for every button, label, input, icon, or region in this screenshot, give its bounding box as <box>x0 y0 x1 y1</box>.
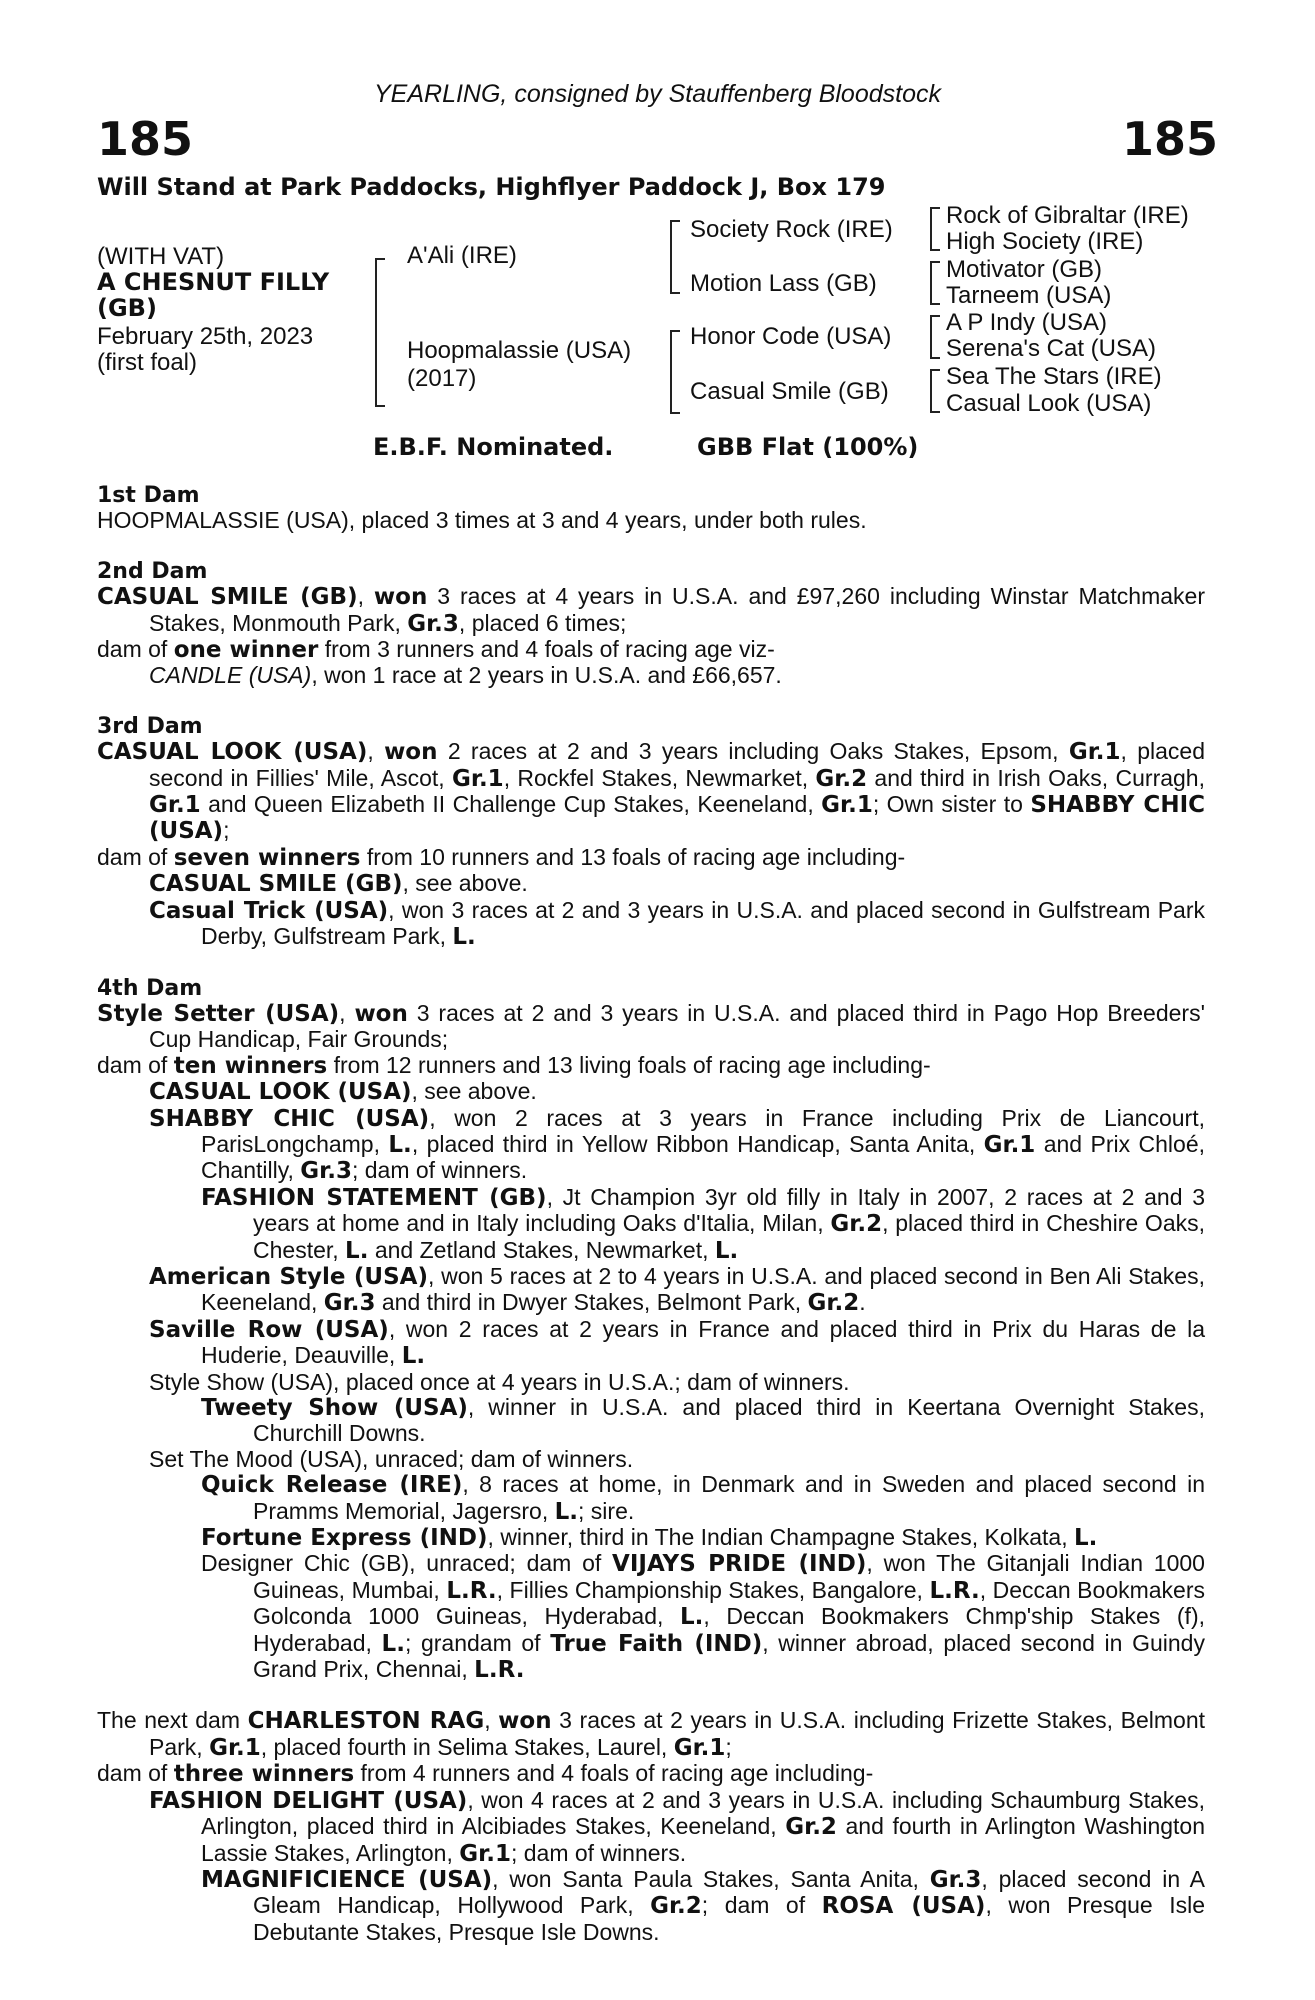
list-item: FASHION DELIGHT (USA), won 4 races at 2 and 3 years in U.S.A. including Schaumburg Stakes, Arlington, placed third in Alcibiades Stakes, Keeneland, Gr.2 and fourth in Arlington Washington Lassie Stakes, Arlington, Gr.1; dam of winners. <box>149 1786 1205 1867</box>
sire-sire-dam: High Society (IRE) <box>946 228 1144 255</box>
second-dam-heading: 2nd Dam <box>97 558 208 584</box>
ebf-badge: E.B.F. Nominated. <box>373 433 614 461</box>
fourth-dam-heading: 4th Dam <box>97 975 203 1001</box>
list-item: American Style (USA), won 5 races at 2 to 4 years in U.S.A. and placed second in Ben Ali Stakes, Keeneland, Gr.3 and third in Dwyer Stakes, Belmont Park, Gr.2. <box>149 1262 1205 1317</box>
brace-sire <box>670 220 680 294</box>
dam-sire-sire: A P Indy (USA) <box>946 309 1107 336</box>
brace-dd <box>930 369 940 413</box>
third-dam-text: CASUAL LOOK (USA), won 2 races at 2 and 3 years including Oaks Stakes, Epsom, Gr.1, placed second in Fillies' Mile, Ascot, Gr.1, Rockfel Stakes, Newmarket, Gr.2 and third in Irish Oaks, Curragh, Gr.1 and Queen Elizabeth II Challenge Cup Stakes, Keeneland, Gr.1; Own sister to SHABBY CHIC (USA); <box>97 738 1206 845</box>
brace-ds <box>930 315 940 359</box>
next-dam-produce: dam of three winners from 4 runners and 4 foals of racing age including- <box>97 1760 874 1788</box>
sire-dam-dam: Tarneem (USA) <box>946 282 1112 309</box>
list-item: SHABBY CHIC (USA), won 2 races at 3 years in France including Prix de Liancourt, ParisLongchamp, L., placed third in Yellow Ribbon Handicap, Santa Anita, Gr.1 and Prix Chloé, Chantilly, Gr.3; dam of winners. <box>149 1104 1206 1185</box>
brace-sd <box>930 261 940 305</box>
horse-country: (GB) <box>97 294 157 322</box>
first-dam-text: HOOPMALASSIE (USA), placed 3 times at 3 and 4 years, under both rules. <box>97 507 867 534</box>
dam-year: (2017) <box>407 365 477 392</box>
brace-ss <box>930 207 940 251</box>
sire-sire-sire: Rock of Gibraltar (IRE) <box>946 202 1189 229</box>
list-item: CASUAL LOOK (USA), see above. <box>149 1078 537 1106</box>
list-item: CASUAL SMILE (GB), see above. <box>149 870 528 898</box>
third-dam-heading: 3rd Dam <box>97 713 203 739</box>
list-item: Set The Mood (USA), unraced; dam of winners. <box>149 1445 634 1472</box>
list-item: Tweety Show (USA), winner in U.S.A. and placed third in Keertana Overnight Stakes, Churchill Downs. <box>201 1394 1205 1447</box>
list-item: Saville Row (USA), won 2 races at 2 years in France and placed third in Prix du Haras de la Huderie, Deauville, L. <box>149 1315 1205 1370</box>
list-item: Style Show (USA), placed once at 4 years in U.S.A.; dam of winners. <box>149 1368 850 1395</box>
sire-dam: Motion Lass (GB) <box>690 270 877 297</box>
third-dam-produce: dam of seven winners from 10 runners and 13 foals of racing age including- <box>97 843 906 871</box>
list-item: Quick Release (IRE), 8 races at home, in Denmark and in Sweden and placed second in Pramms Memorial, Jagersro, L.; sire. <box>201 1471 1205 1525</box>
dam-dam-dam: Casual Look (USA) <box>946 390 1152 417</box>
brace-dam <box>670 330 680 414</box>
consignment-line: YEARLING, consigned by Stauffenberg Bloodstock <box>374 80 941 108</box>
catalogue-body <box>97 483 1205 1945</box>
dam-sire: Honor Code (USA) <box>690 323 892 350</box>
gbb-badge: GBB Flat (100%) <box>697 433 919 461</box>
list-item: Designer Chic (GB), unraced; dam of VIJAYS PRIDE (IND), won The Gitanjali Indian 1000 Guineas, Mumbai, L.R., Fillies Championship Stakes, Bangalore, L.R., Deccan Bookmakers Golconda 1000 Guineas, Hyderabad, L., Deccan Bookmakers Chmp'ship Stakes (f), Hyderabad, L.; grandam of True Faith (IND), winner abroad, placed second in Guindy Grand Prix, Chennai, L.R. <box>201 1550 1206 1684</box>
sire-sire: Society Rock (IRE) <box>690 216 893 243</box>
dam-dam: Casual Smile (GB) <box>690 378 889 405</box>
vat-note: (WITH VAT) <box>97 243 225 270</box>
list-item: MAGNIFICIENCE (USA), won Santa Paula Stakes, Santa Anita, Gr.3, placed second in A Gleam Handicap, Hollywood Park, Gr.2; dam of ROSA (USA), won Presque Isle Debutante Stakes, Presque Isle Downs. <box>201 1865 1205 1945</box>
dam-sire-dam: Serena's Cat (USA) <box>946 335 1156 362</box>
dam-dam-sire: Sea The Stars (IRE) <box>946 363 1162 390</box>
list-item: FASHION STATEMENT (GB), Jt Champion 3yr old filly in Italy in 2007, 2 races at 2 and 3 years at home and in Italy including Oaks d'Italia, Milan, Gr.2, placed third in Cheshire Oaks, Chester, L. and Zetland Stakes, Newmarket, L. <box>201 1183 1206 1264</box>
fourth-dam-text: Style Setter (USA), won 3 races at 2 and 3 years in U.S.A. and placed third in Pago Hop Breeders' Cup Handicap, Fair Grounds; <box>97 999 1205 1053</box>
brace-main <box>375 258 385 407</box>
sire-dam-sire: Motivator (GB) <box>946 256 1103 283</box>
next-dam-text: The next dam CHARLESTON RAG, won 3 races at 2 years in U.S.A. including Frizette Stakes, Belmont Park, Gr.1, placed fourth in Selima Stakes, Laurel, Gr.1; <box>97 1707 1206 1761</box>
second-dam-produce: dam of one winner from 3 runners and 4 foals of racing age viz- <box>97 636 775 664</box>
lot-number-left: 185 <box>97 112 194 166</box>
horse-name: A CHESNUT FILLY <box>97 268 330 296</box>
stand-location: Will Stand at Park Paddocks, Highflyer Paddock J, Box 179 <box>97 173 886 201</box>
lot-number-right: 185 <box>1121 112 1218 166</box>
list-item: Fortune Express (IND), winner, third in The Indian Champagne Stakes, Kolkata, L. <box>201 1524 1098 1552</box>
first-dam-heading: 1st Dam <box>97 483 200 508</box>
dam: Hoopmalassie (USA) <box>407 337 632 364</box>
foal-note: (first foal) <box>97 349 198 376</box>
fourth-dam-produce: dam of ten winners from 12 runners and 13 living foals of racing age including- <box>97 1051 931 1079</box>
second-dam-text: CASUAL SMILE (GB), won 3 races at 4 years in U.S.A. and £97,260 including Winstar Matchmaker Stakes, Monmouth Park, Gr.3, placed 6 times; <box>97 583 1205 637</box>
list-item: CANDLE (USA), won 1 race at 2 years in U.S.A. and £66,657. <box>149 662 782 689</box>
list-item: Casual Trick (USA), won 3 races at 2 and 3 years in U.S.A. and placed second in Gulfstream Park Derby, Gulfstream Park, L. <box>149 896 1205 951</box>
foaling-date: February 25th, 2023 <box>97 323 314 350</box>
sire: A'Ali (IRE) <box>407 242 517 269</box>
